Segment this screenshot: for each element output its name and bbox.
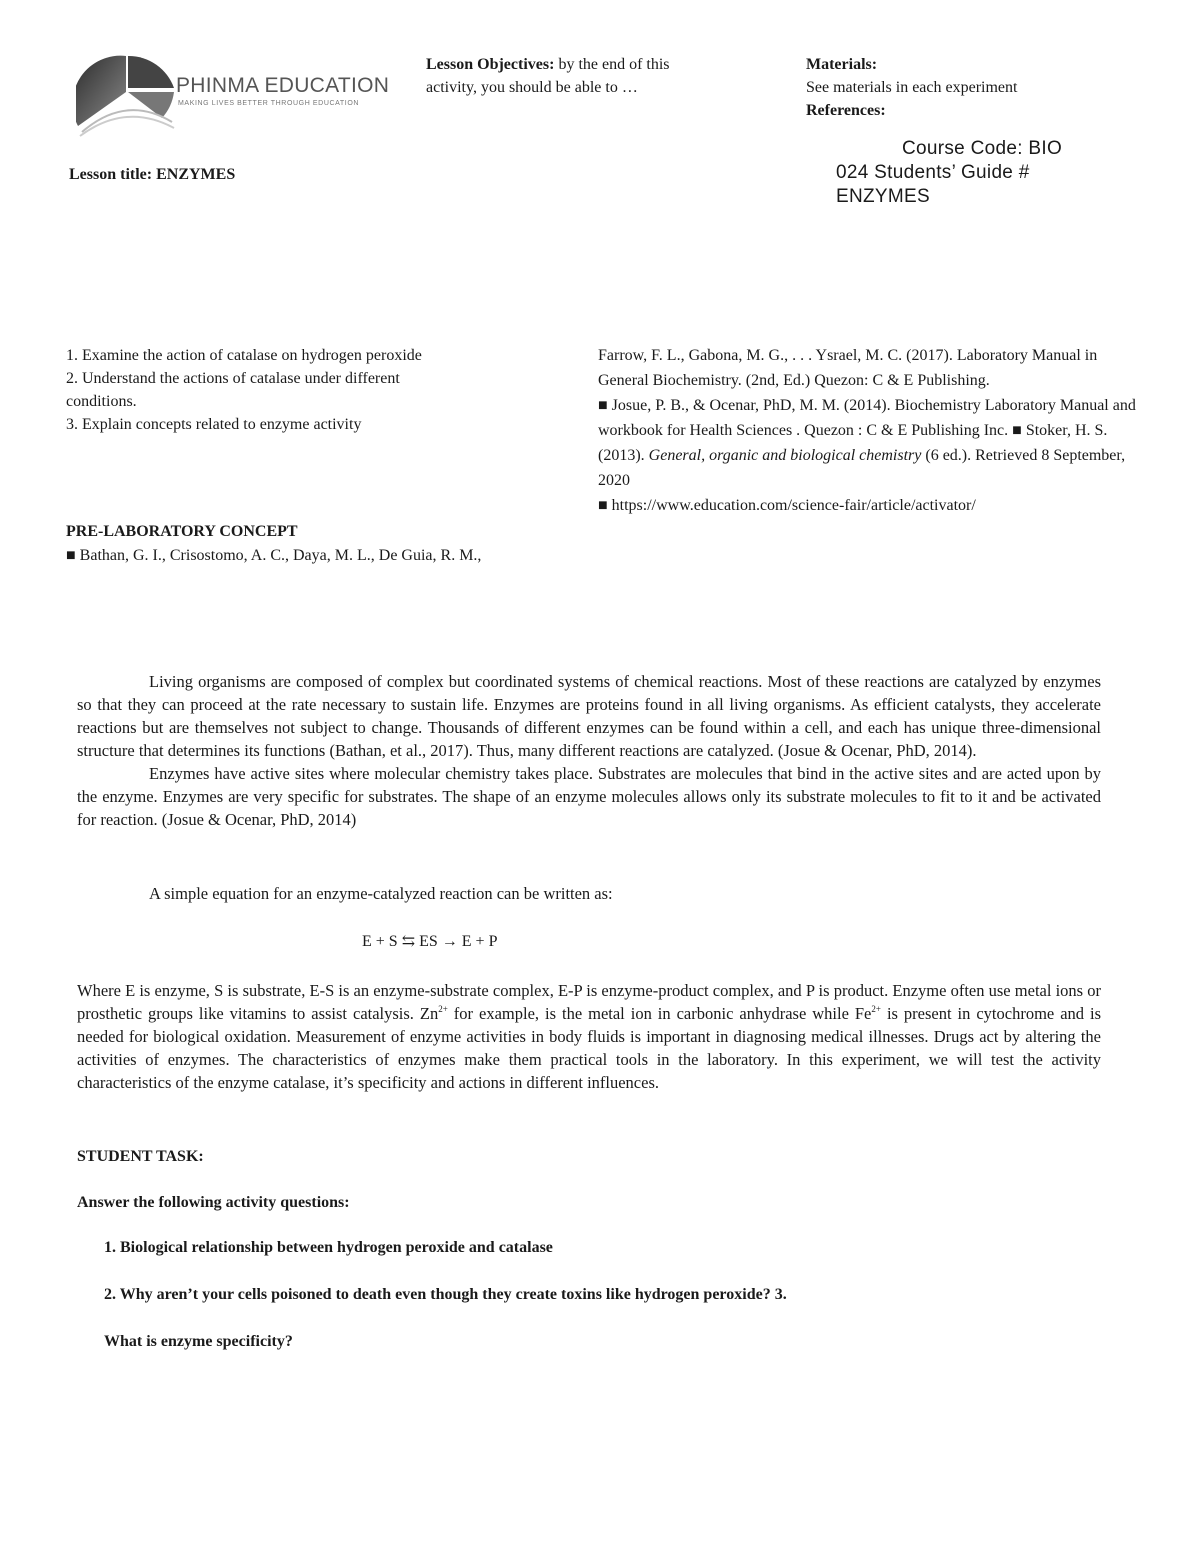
materials-block xyxy=(806,53,1136,122)
reference-item: Farrow, F. L., Gabona, M. G., . . . Ysrael, M. C. (2017). Laboratory Manual in General Biochemistry. (2nd, Ed.) Quezon: C & E Publishing. xyxy=(598,347,1098,389)
lesson-title: Lesson title: ENZYMES xyxy=(69,166,236,183)
references-list xyxy=(598,343,1138,518)
prelab-heading: PRE-LABORATORY CONCEPT xyxy=(66,523,298,540)
paragraph: Enzymes have active sites where molecular chemistry takes place. Substrates are molecules that bind in the active sites and are acted upon by the enzyme. Enzymes are very specific for substrates. The shape of an enzyme molecules allows only its substrate molecules to fit to it and be activated for reaction. (Josue & Ocenar, PhD, 2014) xyxy=(77,764,1101,829)
references-label: References: xyxy=(806,102,886,119)
objectives-intro xyxy=(426,53,756,99)
objective-item: conditions. xyxy=(66,393,137,410)
objective-item: 1. Examine the action of catalase on hydrogen peroxide xyxy=(66,347,422,364)
enzyme-description xyxy=(77,979,1101,1094)
reaction-equation: E + S ⇆ ES → E + P xyxy=(362,933,498,950)
objective-item: 2. Understand the actions of catalase under different xyxy=(66,370,400,387)
question-3: What is enzyme specificity? xyxy=(104,1333,293,1350)
course-line-2: 024 Students’ Guide # xyxy=(836,162,1030,183)
course-line-1: Course Code: BIO xyxy=(902,138,1063,159)
question-1: 1. Biological relationship between hydrogen peroxide and catalase xyxy=(104,1239,553,1256)
equation-intro: A simple equation for an enzyme-catalyzed reaction can be written as: xyxy=(149,884,613,903)
objectives-list xyxy=(66,344,536,436)
reference-item: ■ https://www.education.com/science-fair/article/activator/ xyxy=(598,497,976,514)
objectives-text-2: activity, you should be able to … xyxy=(426,79,638,96)
paragraph: Living organisms are composed of complex but coordinated systems of chemical reactions. Most of these reactions are catalyzed by enzymes so that they can proceed at the rate necessary to sustain life. Enzymes are proteins found in all living organisms. As efficient catalysts, they accelerate reactions but are themselves not subject to change. Thousands of different enzymes can be found within a cell, and each has unique three-dimensional structure that determines its functions (Bathan, et al., 2017). Thus, many different reactions are catalyzed. (Josue & Ocenar, PhD, 2014). xyxy=(77,672,1101,760)
iron-charge: 2+ xyxy=(871,1004,881,1014)
objectives-text-1: by the end of this xyxy=(554,56,670,73)
intro-paragraphs xyxy=(77,670,1101,831)
logo-tagline: MAKING LIVES BETTER THROUGH EDUCATION xyxy=(178,100,360,107)
course-code xyxy=(836,137,1062,209)
paragraph: Where E is enzyme, S is substrate, E-S is an enzyme-substrate complex, E-P is enzyme-product complex, and P is product. Enzyme often use metal ions or prosthetic groups like vitamins to assist catalysis. $Zn^{2+}$ for example, is the metal ion in carbonic anhydrase while $Fe^{2+}$ is present in cytochrome and is needed for biological oxidation. Measurement of enzyme activities in body fluids is important in diagnosing medical illnesses. Drugs act by altering the activities of enzymes. The characteristics of enzymes make them practical tools in the laboratory. In this experiment, we will test the activity characteristics of the enzyme catalase, it’s specificity and actions in different influences. xyxy=(77,981,1102,1092)
zinc-charge: 2+ xyxy=(438,1004,448,1014)
prelab-first-reference: ■ Bathan, G. I., Crisostomo, A. C., Daya, M. L., De Guia, R. M., xyxy=(66,547,482,564)
objectives-label: Lesson Objectives: xyxy=(426,56,555,73)
question-2: 2. Why aren’t your cells poisoned to death even though they create toxins like hydrogen peroxide? 3. xyxy=(104,1286,787,1303)
objective-item: 3. Explain concepts related to enzyme activity xyxy=(66,416,362,433)
student-task-heading: STUDENT TASK: xyxy=(77,1148,204,1165)
materials-label: Materials: xyxy=(806,56,878,73)
task-instruction: Answer the following activity questions: xyxy=(77,1194,350,1211)
reference-item: ■ Josue, P. B., & Ocenar, PhD, M. M. (2014). Biochemistry Laboratory Manual and workbook for Health Sciences . Quezon : C & E Publishing Inc. ■ Stoker, H. S. (2013). General, organic and biological chemistry (6 ed.). Retrieved 8 September, 2020 xyxy=(598,397,1136,489)
logo-wordmark: PHINMA EDUCATION xyxy=(176,74,390,97)
equation-intro-wrap xyxy=(77,882,1101,905)
course-line-3: ENZYMES xyxy=(836,186,930,207)
materials-text: See materials in each experiment xyxy=(806,79,1018,96)
